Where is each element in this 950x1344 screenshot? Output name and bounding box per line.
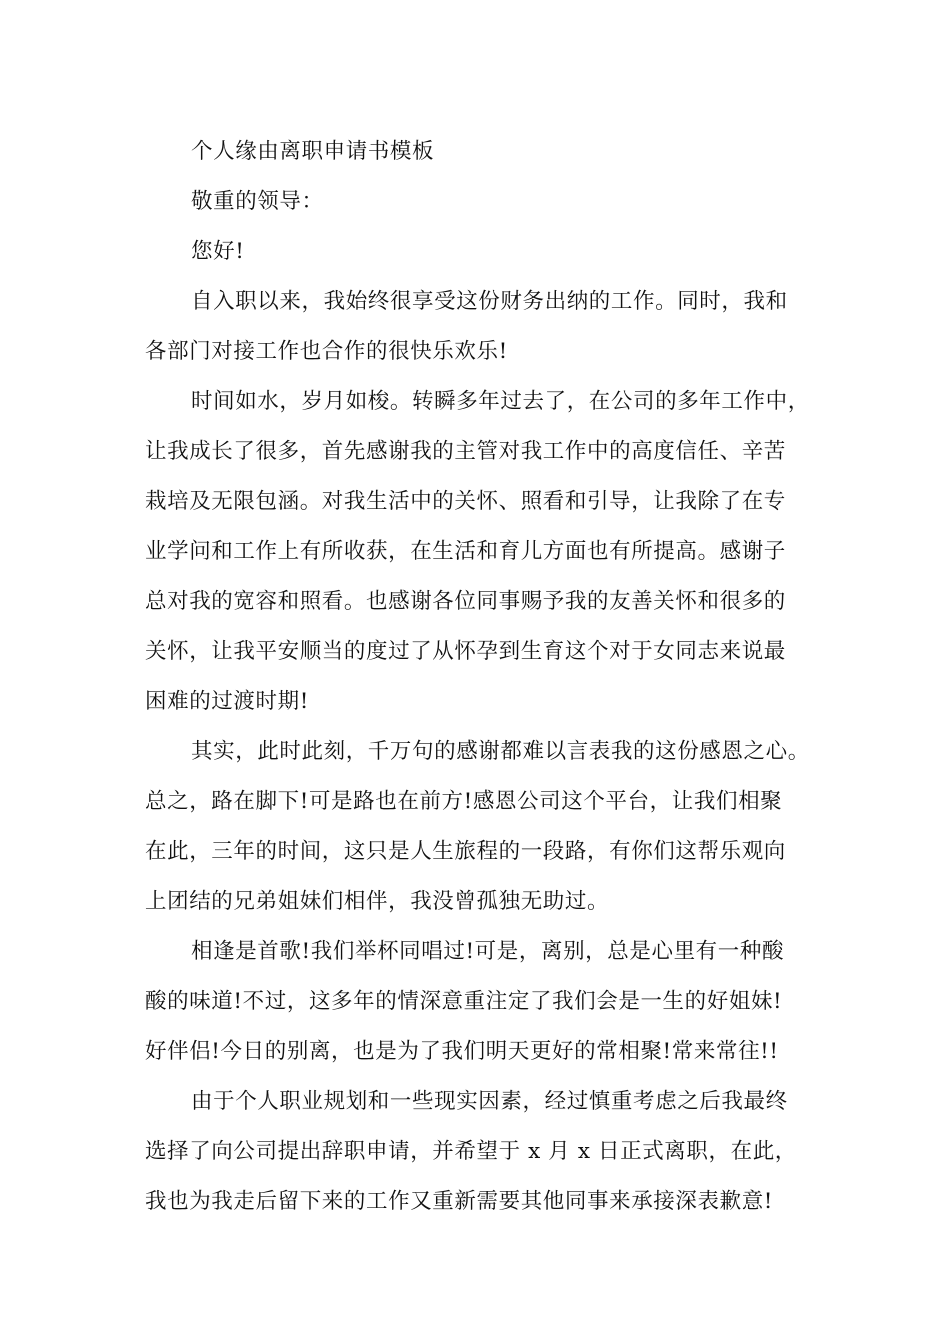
paragraph-line: 在此，三年的时间，这只是人生旅程的一段路，有你们这帮乐观向 [145, 839, 786, 864]
document-title: 个人缘由离职申请书模板 [191, 139, 435, 164]
paragraph-line: 相逢是首歌!我们举杯同唱过!可是，离别，总是心里有一种酸 [191, 939, 785, 964]
paragraph-line: 困难的过渡时期! [145, 689, 309, 714]
paragraph-line: 好伴侣!今日的别离，也是为了我们明天更好的常相聚!常来常往!! [145, 1039, 779, 1064]
paragraph-line: 其实，此时此刻，千万句的感谢都难以言表我的这份感恩之心。 [191, 739, 810, 764]
paragraph-line: 自入职以来，我始终很享受这份财务出纳的工作。同时，我和 [191, 289, 788, 314]
paragraph-line: 业学问和工作上有所收获，在生活和育儿方面也有所提高。感谢子 [145, 539, 786, 564]
paragraph-line: 选择了向公司提出辞职申请，并希望于 x 月 x 日正式离职，在此， [145, 1139, 797, 1164]
paragraph-line: 上团结的兄弟姐妹们相伴，我没曾孤独无助过。 [145, 889, 610, 914]
paragraph-line: 栽培及无限包涵。对我生活中的关怀、照看和引导，让我除了在专 [145, 489, 786, 514]
paragraph-line: 酸的味道!不过，这多年的情深意重注定了我们会是一生的好姐妹! [145, 989, 783, 1014]
paragraph-line: 总之，路在脚下!可是路也在前方!感恩公司这个平台，让我们相聚 [145, 789, 783, 814]
greeting: 您好! [191, 239, 245, 264]
salutation: 敬重的领导： [191, 189, 324, 214]
paragraph-line: 总对我的宽容和照看。也感谢各位同事赐予我的友善关怀和很多的 [145, 589, 786, 614]
paragraph-line: 时间如水，岁月如梭。转瞬多年过去了，在公司的多年工作中， [191, 389, 810, 414]
paragraph-line: 我也为我走后留下来的工作又重新需要其他同事来承接深表歉意! [145, 1189, 774, 1214]
paragraph-line: 关怀，让我平安顺当的度过了从怀孕到生育这个对于女同志来说最 [145, 639, 786, 664]
paragraph-line: 让我成长了很多，首先感谢我的主管对我工作中的高度信任、辛苦 [145, 439, 786, 464]
paragraph-line: 各部门对接工作也合作的很快乐欢乐! [145, 339, 508, 364]
paragraph-line: 由于个人职业规划和一些现实因素，经过慎重考虑之后我最终 [191, 1089, 788, 1114]
